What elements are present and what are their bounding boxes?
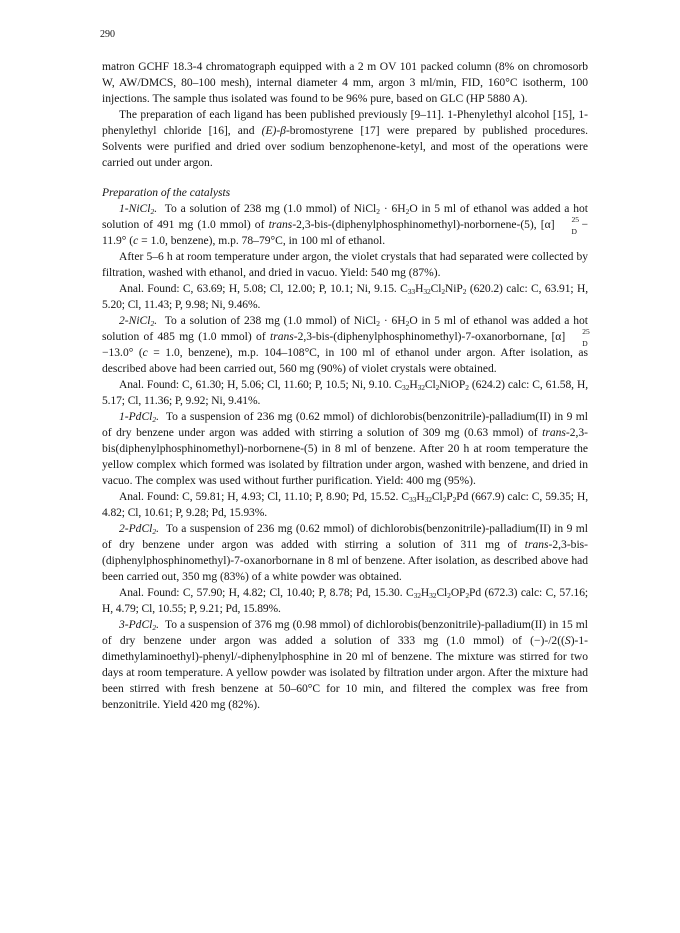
subscript: 33 [407, 287, 416, 296]
subscript: 33 [409, 495, 417, 504]
subscript: 2 [152, 527, 157, 536]
paragraph-analysis-3 [102, 489, 588, 521]
paragraph-3-pdcl2 [102, 617, 588, 713]
italic-term: trans [268, 219, 293, 231]
text-run: = 1.0, benzene), m.p. 78–79°C, in 100 ml of ethanol. [138, 235, 386, 247]
text-run: Cl [431, 491, 443, 503]
label-text: 2-PdCl [119, 523, 153, 535]
text-run: To a solution of 238 mg (1.0 mmol) of NiCl [164, 203, 377, 215]
label-text: 2-NiCl [119, 315, 151, 327]
text-run: O in 5 ml of ethanol was added a hot solution of 485 mg (1.0 mmol) of [102, 315, 588, 343]
italic-term: (E)-β [261, 125, 286, 137]
section-heading: Preparation of the catalysts [102, 187, 231, 199]
subscript: 2 [465, 591, 470, 600]
label-text: . [156, 619, 159, 631]
subscript: 2 [150, 207, 155, 216]
subscript: 2 [376, 207, 381, 216]
text-run: − 11.9° ( [102, 219, 588, 247]
subscript: 32 [423, 287, 431, 296]
text-run: NiOP [439, 379, 466, 391]
text-run: To a suspension of 236 mg (0.62 mmol) of dichlorobis(benzonitrile)-palladium(II) in 9 ml of dry benzene under argon was added with stirring a solution of 311 mg of [102, 523, 588, 551]
paragraph-analysis-1 [102, 281, 588, 313]
text-run: -bromostyrene [17] were prepared by published procedures. Solvents were purified and dried over sodium benzophenone-ketyl, and most of the operations were carried out under argon. [102, 125, 588, 169]
paragraph-chromatography: matron GCHF 18.3-4 chromatograph equipped with a 2 m OV 101 packed column (8% on chromosorb W, AW/DMCS, 80–100 mesh), internal diameter 4 mm, argon 3 ml/min, FID, 160°C isotherm, 100 injections. The sample thus isolated was found to be 96% pure, based on GLC (HP 5880 A). [102, 61, 588, 105]
compound-label [119, 619, 159, 631]
compound-label [119, 523, 159, 535]
italic-term: trans [524, 539, 549, 551]
text-run: To a solution of 238 mg (1.0 mmol) of NiCl [164, 315, 377, 327]
subscript: 2 [435, 383, 440, 392]
text-run: Cl [430, 283, 442, 295]
text-run: NiP [445, 283, 463, 295]
label-text: . [156, 523, 159, 535]
text-run: -2,3-bis(diphenylphosphinomethyl)-norbornene-(5) in 8 ml of benzene. After 20 h at room temperature the yellow complex which formed was isolated by filtration under argon, washed with benzene, and dried in vacuo. The complex was used without further purification. Yield: 400 mg (95%). [102, 427, 588, 487]
italic-term: c [133, 235, 139, 247]
italic-term: c [142, 347, 148, 359]
text-run: The preparation of each ligand has been published previously [9–11]. 1-Phenylethyl alcohol [15], 1-phenylethyl chloride [16], and [102, 109, 588, 137]
text-run: Cl [424, 379, 436, 391]
text-run: (624.2) calc: C, 61.58, H, 5.17; Cl, 11.36; P, 9.92; Ni, 9.41%. [102, 379, 588, 407]
subscript: 32 [429, 591, 437, 600]
subscript: 2 [465, 383, 469, 392]
text-run: -2,3-bis-(diphenylphosphinomethyl)-7-oxanorbornane, [α] [293, 331, 566, 343]
label-text: 1-NiCl [119, 203, 151, 215]
text-run: -2,3-bis-(diphenylphosphinomethyl)-norbornene-(5), [α] [292, 219, 555, 231]
text-run: OP [450, 587, 466, 599]
text-run: Anal. Found: C, 63.69; H, 5.08; Cl, 12.00; P, 10.1; Ni, 9.15. C [119, 283, 408, 295]
text-run: Pd (672.3) calc: C, 57.16; H, 4.79; Cl, 10.55; P, 9.21; Pd, 15.89%. [102, 587, 588, 615]
text-run: H [420, 587, 430, 599]
paragraph-1-pdcl2 [102, 409, 588, 489]
paragraph-analysis-2 [102, 377, 588, 409]
subscript: 2 [152, 623, 157, 632]
text-run: · 6H [380, 203, 406, 215]
text-run: -2,3-bis-(diphenylphosphinomethyl)-7-oxanorbornane in 8 ml of benzene. After isolation, as described above had been carried out, 350 mg (83%) of a white powder was obtained. [102, 539, 588, 583]
paragraph-1-nicl2 [102, 201, 588, 249]
text-run: Anal. Found: C, 61.30; H, 5.06; Cl, 11.60; P, 10.5; Ni, 9.10. C [119, 379, 403, 391]
text-run: (620.2) calc: C, 63.91; H, 5.20; Cl, 11.43; P, 9.98; Ni, 9.46%. [102, 283, 588, 311]
text-run: = 1.0, benzene), m.p. 104–108°C, in 100 ml of ethanol under argon. After isolation, as described above had been carried out, 560 mg (90%) of violet crystals were obtained. [102, 347, 588, 375]
compound-label [119, 203, 157, 215]
text-run: −13.0° ( [102, 347, 143, 359]
label-text: . [156, 411, 159, 423]
compound-label [119, 411, 159, 423]
subscript: 2 [376, 319, 381, 328]
paragraph-1-nicl2-workup: After 5–6 h at room temperature under argon, the violet crystals that had separated were collected by filtration, washed with ethanol, and dried in vacuo. Yield: 540 mg (87%). [102, 251, 588, 279]
subscript: 2 [447, 591, 451, 600]
text-run: Pd (667.9) calc: C, 59.35; H, 4.82; Cl, 10.61; P, 9.28; Pd, 15.93%. [102, 491, 588, 519]
subscript: 2 [405, 319, 410, 328]
text-run: To a suspension of 236 mg (0.62 mmol) of dichlorobis(benzonitrile)-palladium(II) in 9 ml of dry benzene under argon was added with stirring a solution of 309 mg (0.63 mmol) of [102, 411, 588, 439]
subscript: 2 [442, 495, 447, 504]
label-text: . [154, 315, 158, 327]
subscript: 32 [424, 495, 432, 504]
text-run: H [415, 283, 424, 295]
page-number: 290 [100, 29, 115, 40]
text-run: · 6H [380, 315, 406, 327]
text-run: P [446, 491, 453, 503]
text-run: )-1-dimethylaminoethyl)-phenyl/-diphenylphosphine in 20 ml of benzene. The mixture was stirred for two days at room temperature. A yellow powder was isolated by filtration under argon. After the mixture had been stirred with fresh benzene at 50–60°C for 10 min, and filtered the complex was free from benzonitrile. Yield 420 mg (82%). [102, 635, 588, 711]
paragraph-analysis-4 [102, 585, 588, 617]
text-run: H [409, 379, 418, 391]
text-run: Anal. Found: C, 59.81; H, 4.93; Cl, 11.10; P, 8.90; Pd, 15.52. C [119, 491, 410, 503]
subscript: 2 [452, 495, 457, 504]
subscript: 2 [152, 415, 157, 424]
article-body [102, 59, 588, 713]
label-text: 3-PdCl [119, 619, 153, 631]
subscript: 32 [417, 383, 425, 392]
text-run: O in 5 ml of ethanol was added a hot solution of 491 mg (1.0 mmol) of [102, 203, 588, 231]
paragraph-2-nicl2 [102, 313, 588, 377]
text-run: Cl [436, 587, 448, 599]
rotation-notation [555, 215, 580, 236]
text-run: Anal. Found: C, 57.90; H, 4.82; Cl, 10.40; P, 8.78; Pd, 15.30. C [119, 587, 414, 599]
italic-term: trans [542, 427, 566, 439]
italic-term: S [564, 635, 571, 647]
paragraph-ligand-preparation [102, 107, 588, 171]
subscript: D [571, 227, 577, 236]
label-text: . [154, 203, 158, 215]
compound-label [119, 315, 157, 327]
superscript: 25 [582, 327, 590, 336]
subscript: 32 [402, 383, 410, 392]
rotation-notation [565, 327, 590, 348]
italic-term: trans [270, 331, 294, 343]
subscript: 2 [405, 207, 410, 216]
subscript: 32 [413, 591, 421, 600]
subscript: 2 [441, 287, 446, 296]
text-run: H [416, 491, 425, 503]
subscript: 2 [150, 319, 155, 328]
superscript: 25 [571, 215, 580, 224]
subscript: 2 [462, 287, 467, 296]
text-run: To a suspension of 376 mg (0.98 mmol) of dichlorobis(benzonitrile)-palladium(II) in 15 ml of dry benzene under argon was added a solution of 333 mg (1.0 mmol) of (−)-/2(( [102, 619, 588, 647]
label-text: 1-PdCl [119, 411, 153, 423]
subscript: D [582, 339, 588, 348]
paragraph-2-pdcl2 [102, 521, 588, 585]
